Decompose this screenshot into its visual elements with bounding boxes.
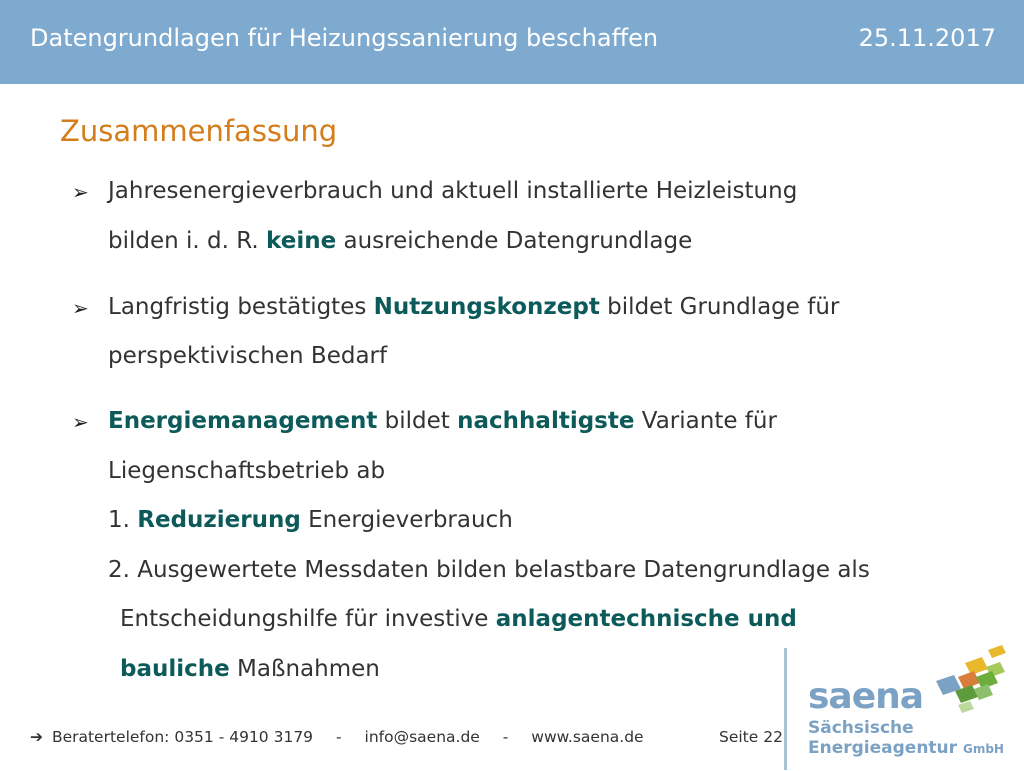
emphasis-keine: keine	[266, 228, 337, 254]
header-title: Datengrundlagen für Heizungssanierung beschaffen	[30, 24, 659, 52]
emphasis-bauliche: bauliche	[120, 656, 230, 682]
footer-website-link[interactable]: www.saena.de	[531, 728, 644, 746]
emphasis-energiemanagement: Energiemanagement	[108, 408, 378, 434]
footer-separator: -	[502, 728, 509, 746]
emphasis-nachhaltigste: nachhaltigste	[457, 408, 635, 434]
bullet-3-item-2-line-3: bauliche Maßnahmen	[120, 656, 380, 682]
bullet-2-line-1: Langfristig bestätigtes Nutzungskonzept bildet Grundlage für	[108, 294, 840, 320]
slide-title: Zusammenfassung	[60, 114, 338, 148]
saena-logo-icon	[910, 645, 1020, 730]
bullet-3-line-2: Liegenschaftsbetrieb ab	[108, 458, 386, 484]
footer-phone: Beratertelefon: 0351 - 4910 3179	[51, 728, 314, 746]
bullet-3-item-1: 1. Reduzierung Energieverbrauch	[108, 507, 513, 533]
emphasis-reduzierung: Reduzierung	[137, 507, 301, 533]
arrow-right-icon: ➔	[30, 728, 43, 746]
emphasis-anlagentechnische: anlagentechnische und	[495, 606, 797, 632]
header-date: 25.11.2017	[858, 24, 996, 52]
footer-separator: -	[335, 728, 342, 746]
bullet-3-item-2-line-1: 2. Ausgewertete Messdaten bilden belastbare Datengrundlage als	[108, 557, 870, 583]
bullet-1-line-2: bilden i. d. R. keine ausreichende Datengrundlage	[108, 228, 693, 254]
bullet-2-line-2: perspektivischen Bedarf	[108, 343, 388, 369]
bullet-3-item-2-line-2: Entscheidungshilfe für investive anlagentechnische und	[120, 606, 797, 632]
logo-wordmark: saena	[808, 676, 924, 717]
emphasis-nutzungskonzept: Nutzungskonzept	[373, 294, 600, 320]
footer-contact	[30, 728, 644, 746]
page-number: Seite 22	[719, 728, 783, 746]
bullet-3-line-1: Energiemanagement bildet nachhaltigste Variante für	[108, 408, 777, 434]
bullet-arrow-icon: ➢	[72, 296, 89, 320]
bullet-arrow-icon: ➢	[72, 180, 89, 204]
logo-line-1: Sächsische	[808, 718, 914, 738]
logo-line-2: Energieagentur GmbH	[808, 738, 1004, 758]
header-bar	[0, 0, 1024, 84]
bullet-1-line-1: Jahresenergieverbrauch und aktuell installierte Heizleistung	[108, 178, 798, 204]
logo-divider	[784, 648, 787, 770]
footer-email-link[interactable]: info@saena.de	[364, 728, 480, 746]
bullet-arrow-icon: ➢	[72, 410, 89, 434]
